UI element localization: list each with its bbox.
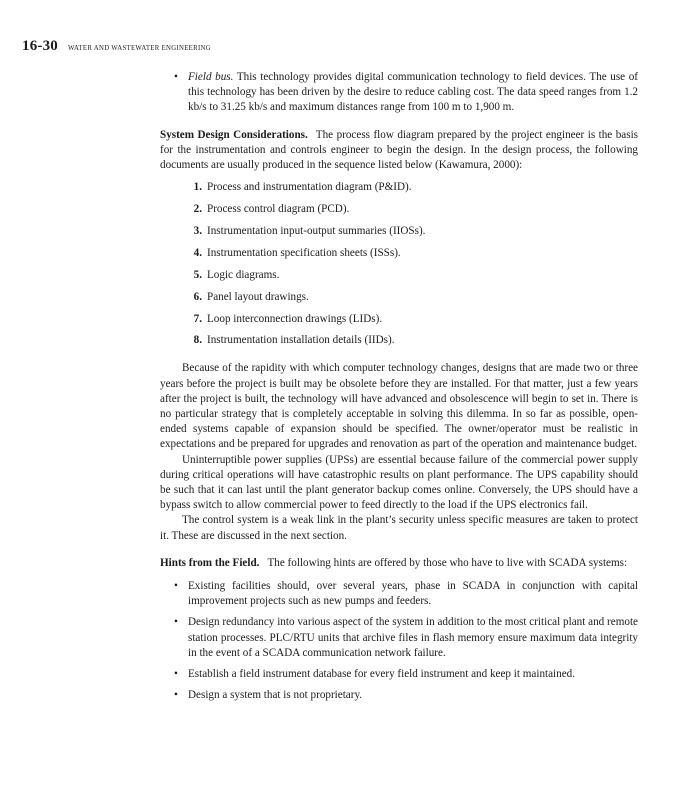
list-item-number: 7. — [193, 312, 202, 325]
bullet-dot: • — [174, 689, 178, 702]
list-item-number: 6. — [193, 290, 202, 303]
list-item-text: Establish a field instrument database for every field instrument and keep it maintained. — [188, 668, 576, 680]
system-design-intro-text: The process flow diagram prepared by the project engineer is the basis for the instrumentation and controls engineer to begin the design. In the design process, the following documents are usually produced in the sequence listed below (Kawamura, 2000): — [160, 128, 639, 172]
list-item-text: Process and instrumentation diagram (P&ID). — [207, 181, 412, 194]
hints-intro-text: The following hints are offered by those who have to live with SCADA systems: — [267, 556, 628, 569]
list-item-number: 5. — [193, 268, 202, 281]
list-item — [160, 688, 638, 703]
hints-heading: Hints from the Field. — [160, 556, 260, 569]
bullet-dot: • — [174, 668, 178, 680]
security-paragraph: The control system is a weak link in the plant’s security unless specific measures are taken to protect it. These are discussed in the next section. — [160, 514, 638, 542]
ups-paragraph: Uninterruptible power supplies (UPSs) are essential because failure of the commercial power supply during critical operations will have catastrophic results on plant performance. The UPS capability should be such that it can last until the plant generator backup comes online. Conversely, the UPS should have a bypass switch to allow commercial power to feed directly to the load if the UPS electronics fail. — [160, 453, 638, 512]
design-documents-list — [160, 180, 638, 355]
list-item — [160, 615, 638, 661]
page-number: 16-30 — [22, 38, 58, 54]
list-item — [160, 224, 638, 246]
hints-intro — [160, 556, 638, 571]
field-bus-text: This technology provides digital communication technology to field devices. The use of this technology has been driven by the desire to reduce cabling cost. The data speed ranges from 1.2 kb/s to 31.25 kb/s and maximum distances range from 100 m to 1,900 m. — [188, 71, 638, 114]
list-item-number: 2. — [193, 203, 202, 216]
list-item — [160, 290, 638, 312]
list-item — [160, 579, 638, 609]
obsolescence-paragraph: Because of the rapidity with which computer technology changes, designs that are made two or three years before the project is built may be obsolete before they are installed. For that matter, just a few years after the project is built, the technology will have advanced and obsolescence will begin to set in. There is no particular strategy that is completely acceptable in solving this dilemma. In so far as possible, open-ended systems capable of expansion should be specified. The owner/operator must be realistic in expectations and be prepared for upgrades and renovation as part of the operation and maintenance budget. — [160, 362, 638, 451]
field-bus-bullet — [160, 70, 638, 116]
list-item — [160, 312, 638, 334]
list-item-text: Instrumentation installation details (IIDs). — [207, 334, 395, 347]
list-item-text: Design a system that is not proprietary. — [188, 689, 363, 702]
bullet-dot: • — [174, 71, 178, 83]
list-item-text: Loop interconnection drawings (LIDs). — [207, 312, 383, 325]
list-item-text: Instrumentation specification sheets (ISSs). — [207, 246, 401, 259]
list-item — [160, 667, 638, 682]
list-item-number: 3. — [193, 225, 202, 237]
running-head: WATER AND WASTEWATER ENGINEERING — [68, 45, 211, 52]
bullet-dot: • — [174, 616, 178, 629]
list-item — [160, 333, 638, 355]
page-header — [22, 38, 211, 58]
page-body — [160, 70, 638, 709]
bullet-dot: • — [174, 579, 178, 592]
list-item-text: Instrumentation input-output summaries (IIOSs). — [207, 225, 426, 237]
list-item-text: Design redundancy into various aspect of the system in addition to the most critical plant and remote station processes. PLC/RTU units that archive files in flash memory ensure maximum data integrity in the event of a SCADA communication network failure. — [188, 616, 638, 659]
field-bus-term: Field bus. — [188, 71, 234, 83]
system-design-heading: System Design Considerations. — [160, 128, 308, 141]
system-design-intro — [160, 128, 638, 174]
list-item-text: Existing facilities should, over several years, phase in SCADA in conjunction with capital improvement projects such as new pumps and feeders. — [188, 579, 638, 608]
list-item — [160, 202, 638, 224]
list-item-number: 8. — [193, 334, 202, 347]
list-item-number: 1. — [193, 181, 202, 194]
list-item-number: 4. — [193, 246, 202, 259]
list-item-text: Panel layout drawings. — [207, 290, 309, 303]
list-item — [160, 246, 638, 268]
list-item — [160, 268, 638, 290]
list-item-text: Process control diagram (PCD). — [207, 203, 350, 216]
hints-list — [160, 579, 638, 703]
list-item-text: Logic diagrams. — [207, 268, 280, 281]
list-item — [160, 180, 638, 202]
